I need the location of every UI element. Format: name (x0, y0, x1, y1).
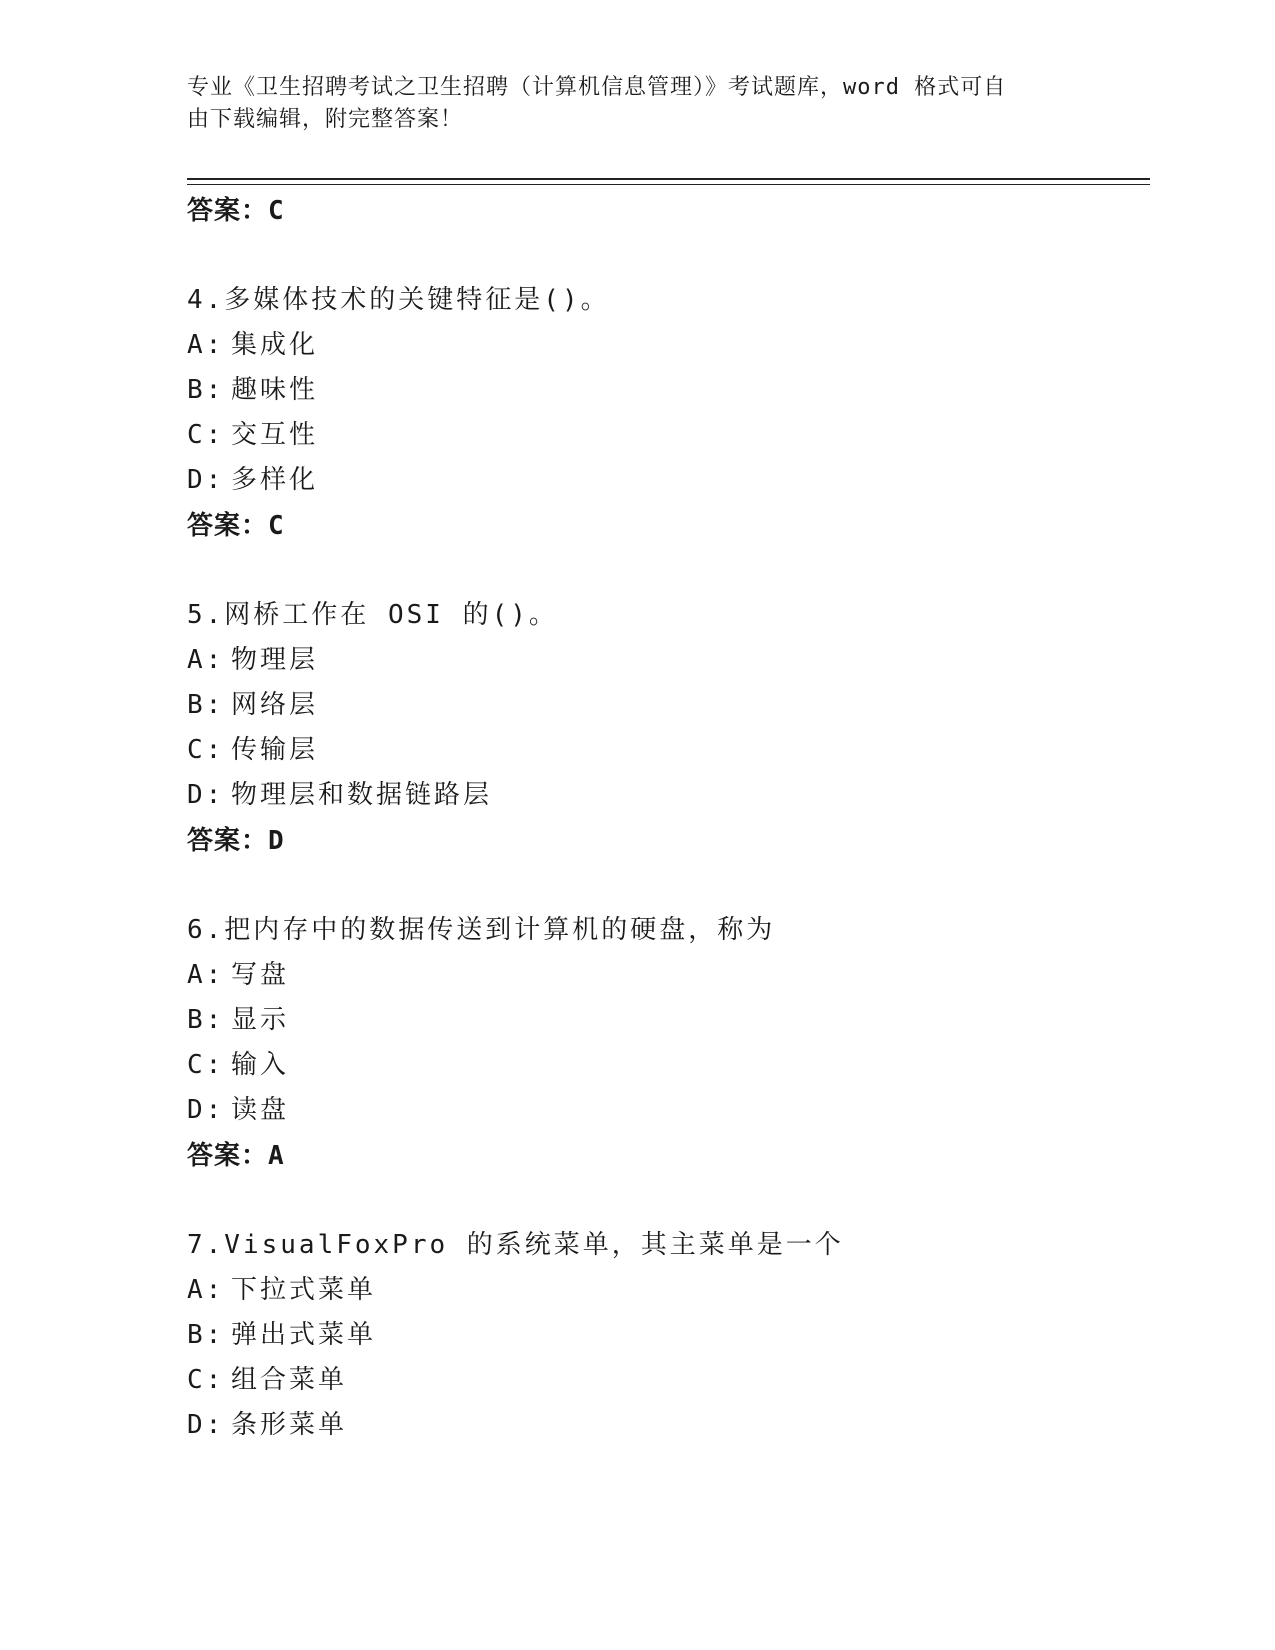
question-5 (187, 593, 1147, 864)
header-line-2: 由下载编辑，附完整答案！ (187, 107, 464, 132)
option-text: 写盘 (231, 960, 290, 990)
option-text: 集成化 (231, 330, 319, 360)
option-b (187, 1313, 1147, 1358)
option-letter: C: (187, 1365, 225, 1395)
option-text: 条形菜单 (231, 1410, 348, 1440)
question-answer: 答案：C (187, 511, 285, 541)
option-letter: B: (187, 1005, 225, 1035)
option-d (187, 1088, 1147, 1133)
option-c (187, 1358, 1147, 1403)
option-c (187, 728, 1147, 773)
question-stem: 6.把内存中的数据传送到计算机的硬盘，称为 (187, 915, 776, 945)
option-text: 输入 (231, 1050, 290, 1080)
option-letter: D: (187, 465, 225, 495)
option-a (187, 323, 1147, 368)
option-text: 物理层和数据链路层 (231, 780, 493, 810)
option-d (187, 1403, 1147, 1448)
option-letter: C: (187, 1050, 225, 1080)
option-letter: A: (187, 1275, 225, 1305)
header-divider-thick (187, 178, 1150, 180)
option-b (187, 368, 1147, 413)
option-text: 弹出式菜单 (231, 1320, 377, 1350)
option-d (187, 458, 1147, 503)
question-list (187, 188, 1147, 1448)
option-letter: B: (187, 375, 225, 405)
question-stem: 5.网桥工作在 OSI 的()。 (187, 600, 558, 630)
question-stem: 7.VisualFoxPro 的系统菜单，其主菜单是一个 (187, 1230, 844, 1260)
option-letter: C: (187, 735, 225, 765)
option-c (187, 1043, 1147, 1088)
option-a (187, 953, 1147, 998)
question-answer: 答案：A (187, 1141, 285, 1171)
question-stem: 4.多媒体技术的关键特征是()。 (187, 285, 610, 315)
option-letter: A: (187, 960, 225, 990)
option-b (187, 998, 1147, 1043)
option-letter: C: (187, 420, 225, 450)
option-text: 下拉式菜单 (231, 1275, 377, 1305)
header-divider-thin (187, 184, 1150, 185)
option-text: 网络层 (231, 690, 319, 720)
option-d (187, 773, 1147, 818)
option-letter: A: (187, 645, 225, 675)
question-4 (187, 278, 1147, 549)
option-letter: B: (187, 690, 225, 720)
option-a (187, 1268, 1147, 1313)
header-line-1: 专业《卫生招聘考试之卫生招聘（计算机信息管理）》考试题库，word 格式可自 (187, 75, 1007, 100)
option-text: 组合菜单 (231, 1365, 348, 1395)
question-6 (187, 908, 1147, 1179)
option-letter: D: (187, 1410, 225, 1440)
question-7 (187, 1223, 1147, 1448)
question-3-answer: 答案：C (187, 196, 285, 226)
document-header (187, 72, 1087, 136)
option-text: 显示 (231, 1005, 290, 1035)
option-letter: B: (187, 1320, 225, 1350)
option-letter: D: (187, 1095, 225, 1125)
option-text: 趣味性 (231, 375, 319, 405)
option-text: 物理层 (231, 645, 319, 675)
option-a (187, 638, 1147, 683)
question-answer: 答案：D (187, 826, 285, 856)
option-letter: A: (187, 330, 225, 360)
option-text: 传输层 (231, 735, 319, 765)
option-text: 读盘 (231, 1095, 290, 1125)
option-b (187, 683, 1147, 728)
option-c (187, 413, 1147, 458)
option-text: 交互性 (231, 420, 319, 450)
option-text: 多样化 (231, 465, 319, 495)
option-letter: D: (187, 780, 225, 810)
